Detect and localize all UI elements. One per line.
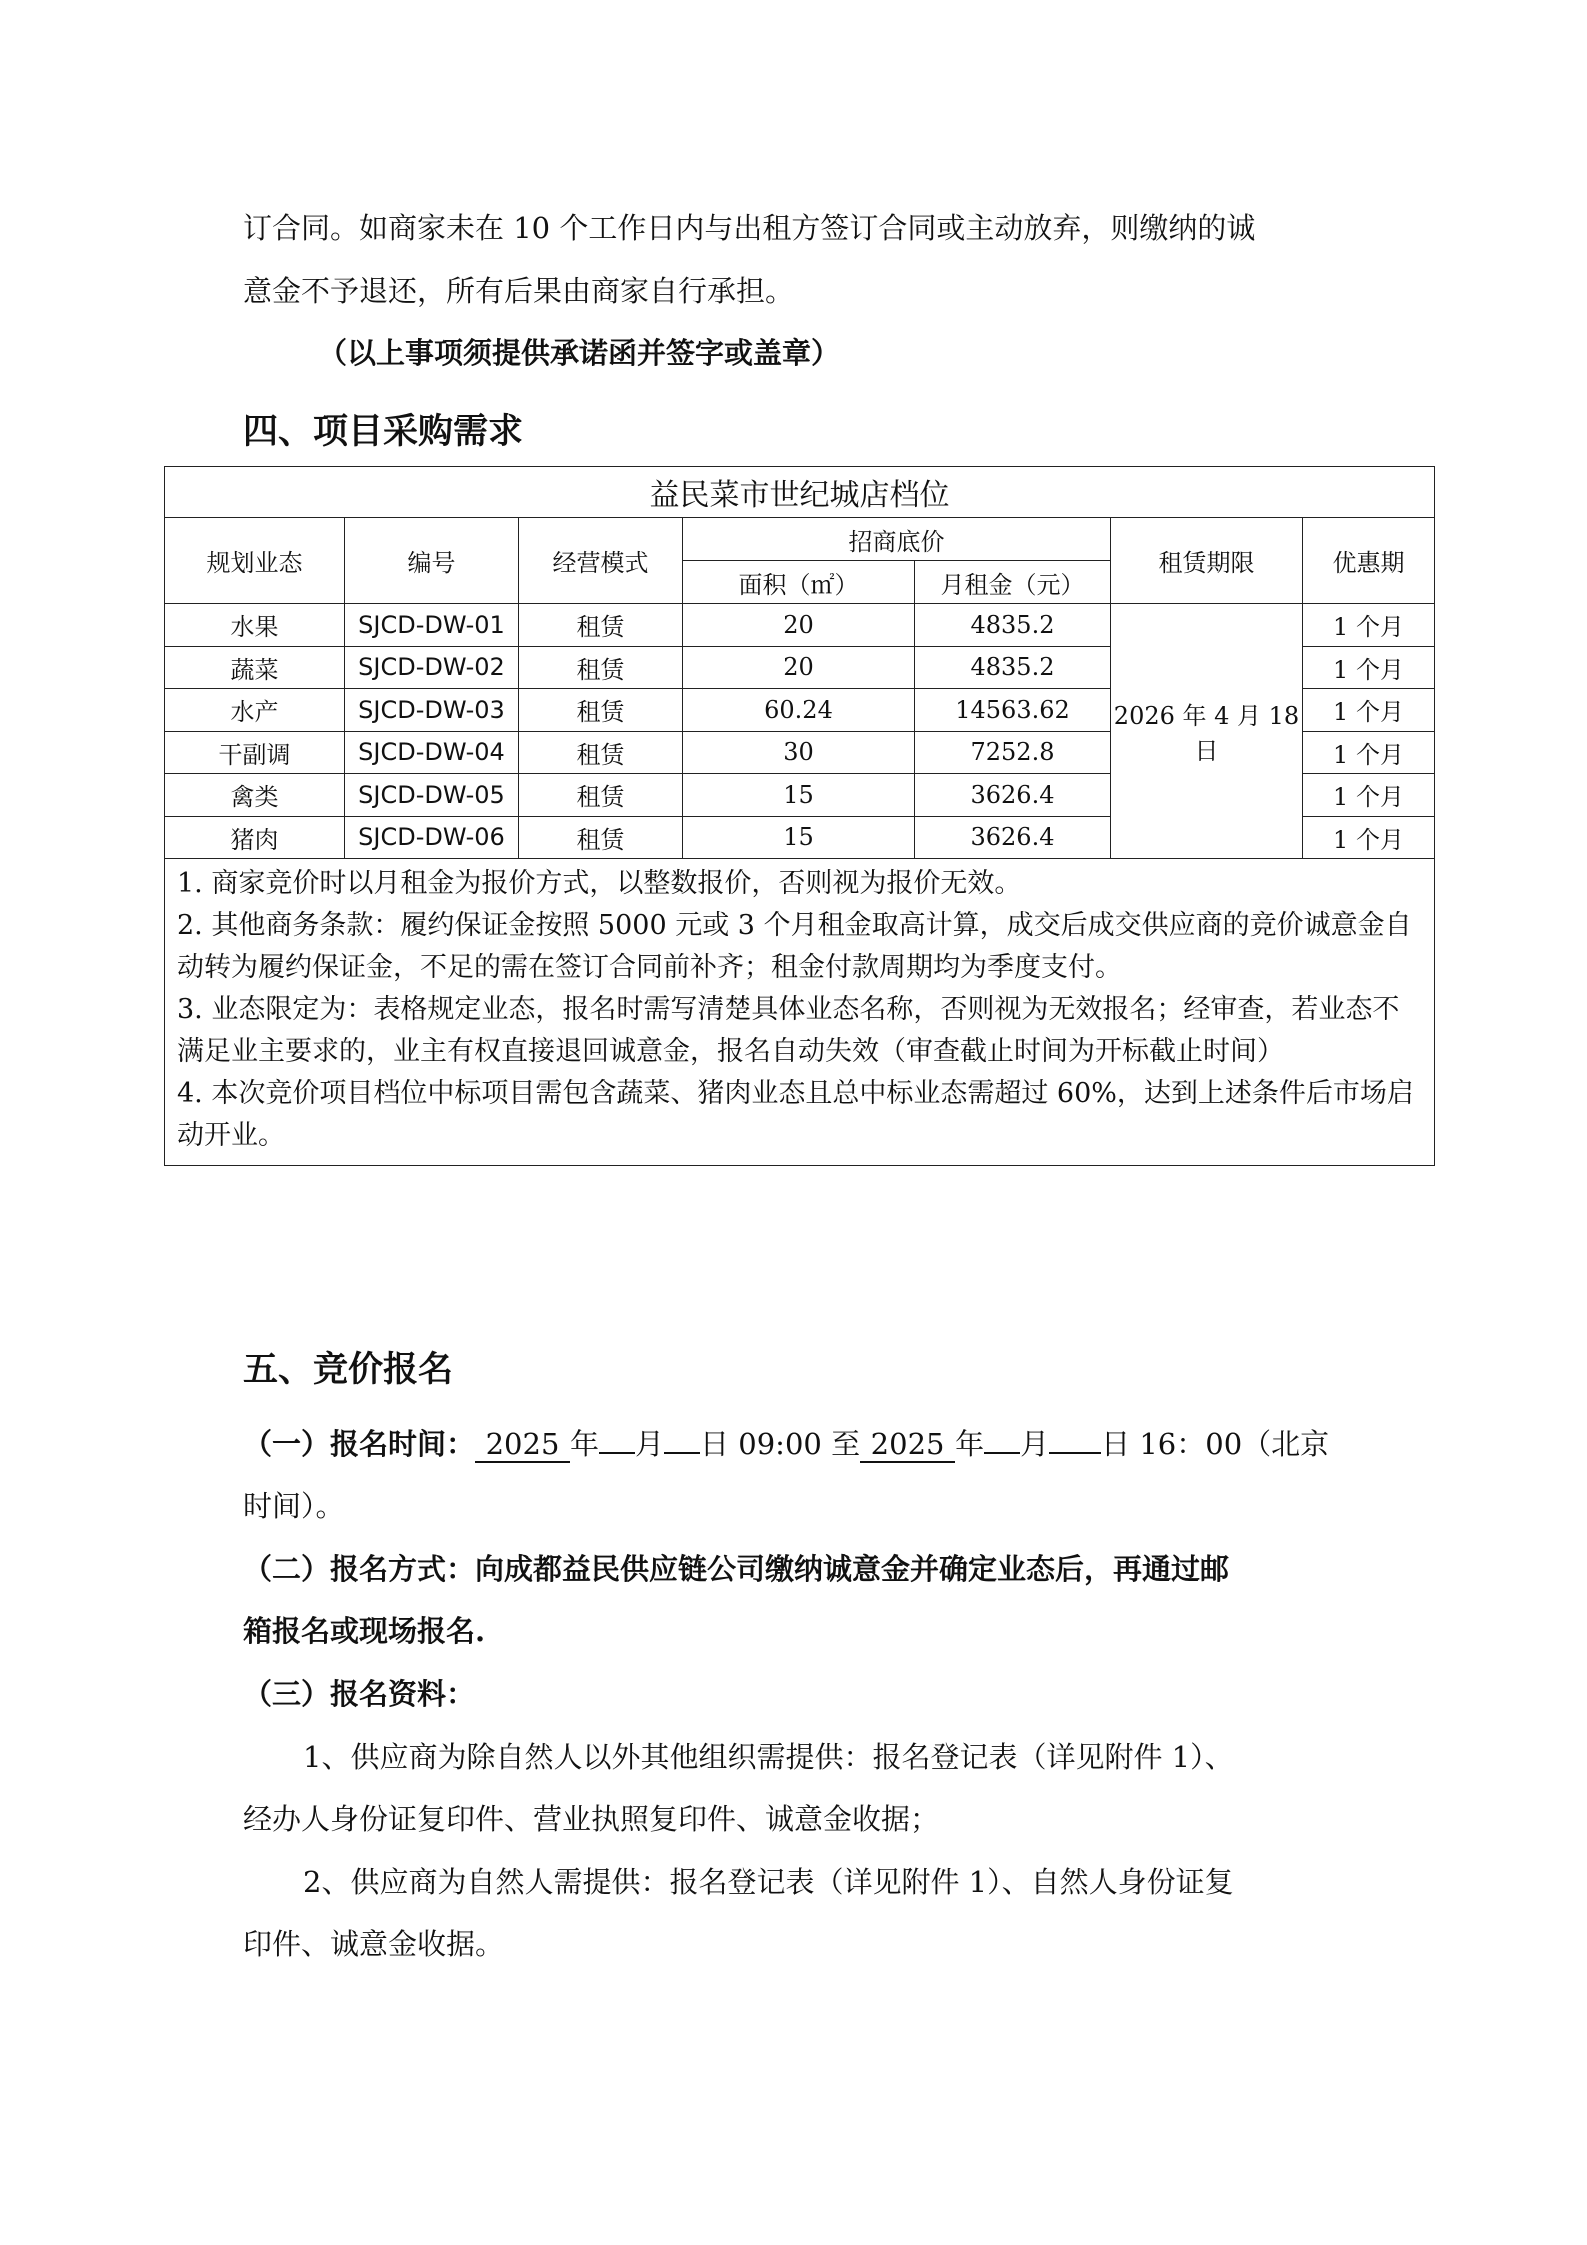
note-4: 4. 本次竞价项目档位中标项目需包含蔬菜、猪肉业态且总中标业态需超过 60%，达到上述条件后市场启动开业。 [177,1078,1414,1151]
cell-lease-period [1111,604,1303,859]
paragraph-line: 订合同。如商家未在 10 个工作日内与出租方签订合同或主动放弃，则缴纳的诚 [243,211,1256,245]
cell-type: 蔬菜 [165,646,345,689]
cell-type: 水果 [165,604,345,647]
cell-code: SJCD-DW-02 [345,646,519,689]
cell-mode: 租赁 [519,646,683,689]
cell-rent: 3626.4 [915,816,1111,859]
note-1: 1. 商家竞价时以月租金为报价方式，以整数报价，否则视为报价无效。 [177,868,1022,899]
start-time: 09:00 至 [738,1427,861,1461]
commitment-note: （以上事项须提供承诺函并签字或盖章） [318,336,841,370]
year-2-unit: 年 [955,1427,985,1461]
month-2-blank [984,1452,1020,1454]
note-3: 3. 业态限定为：表格规定业态，报名时需写清楚具体业态名称，否则视为无效报名；经审查，若业态不满足业主要求的，业主有权直接退回诚意金，报名自动失效（审查截止时间为开标截止时间） [177,994,1400,1067]
cell-rent: 14563.62 [915,689,1111,732]
cell-discount: 1 个月 [1303,731,1435,774]
cell-code: SJCD-DW-06 [345,816,519,859]
header-mode: 经营模式 [519,518,683,604]
month-1-unit: 月 [635,1427,665,1461]
registration-time-label: （一）报名时间： [243,1427,476,1461]
cell-code: SJCD-DW-03 [345,689,519,732]
header-area: 面积（㎡） [683,561,915,604]
cell-code: SJCD-DW-05 [345,774,519,817]
note-2: 2. 其他商务条款：履约保证金按照 5000 元或 3 个月租金取高计算，成交后成交供应商的竞价诚意金自动转为履约保证金，不足的需在签订合同前补齐；租金付款周期均为季度支付。 [177,910,1412,983]
cell-type: 猪肉 [165,816,345,859]
cell-code: SJCD-DW-04 [345,731,519,774]
header-period: 租赁期限 [1111,518,1303,604]
material-item-1-cont: 经办人身份证复印件、营业执照复印件、诚意金收据； [243,1802,940,1836]
cell-area: 15 [683,774,915,817]
cell-type: 禽类 [165,774,345,817]
year-1-unit: 年 [570,1427,600,1461]
registration-method-cont: 箱报名或现场报名. [243,1614,486,1648]
material-item-2: 2、供应商为自然人需提供：报名登记表（详见附件 1）、自然人身份证复 [303,1865,1234,1899]
cell-discount: 1 个月 [1303,774,1435,817]
cell-type: 干副调 [165,731,345,774]
header-code: 编号 [345,518,519,604]
cell-mode: 租赁 [519,689,683,732]
paragraph-line: 意金不予退还，所有后果由商家自行承担。 [243,274,795,308]
header-type: 规划业态 [165,518,345,604]
material-item-2-cont: 印件、诚意金收据。 [243,1927,505,1961]
cell-discount: 1 个月 [1303,646,1435,689]
registration-time-line [243,1422,1358,1463]
cell-area: 15 [683,816,915,859]
registration-materials-label: （三）报名资料： [243,1677,476,1711]
cell-rent: 4835.2 [915,604,1111,647]
cell-mode: 租赁 [519,816,683,859]
cell-discount: 1 个月 [1303,604,1435,647]
day-2-unit: 日 [1101,1427,1131,1461]
header-rent: 月租金（元） [915,561,1111,604]
cell-area: 60.24 [683,689,915,732]
year-2: 2025 [860,1429,955,1463]
table-caption: 益民菜市世纪城店档位 [165,467,1435,518]
day-1-unit: 日 [700,1427,730,1461]
registration-time-cont: 时间）。 [243,1489,345,1523]
cell-discount: 1 个月 [1303,689,1435,732]
day-2-blank [1049,1452,1101,1454]
header-discount: 优惠期 [1303,518,1435,604]
cell-rent: 7252.8 [915,731,1111,774]
day-1-blank [664,1452,700,1454]
stall-table [164,466,1435,1166]
material-item-1: 1、供应商为除自然人以外其他组织需提供：报名登记表（详见附件 1）、 [303,1740,1234,1774]
cell-code: SJCD-DW-01 [345,604,519,647]
registration-method-line: （二）报名方式：向成都益民供应链公司缴纳诚意金并确定业态后，再通过邮 [243,1552,1230,1586]
table-notes [165,859,1435,1166]
header-base-price: 招商底价 [683,518,1111,561]
cell-mode: 租赁 [519,731,683,774]
table-row [165,604,1435,647]
section-5-title: 五、竞价报名 [243,1349,454,1390]
cell-discount: 1 个月 [1303,816,1435,859]
cell-mode: 租赁 [519,774,683,817]
cell-rent: 3626.4 [915,774,1111,817]
end-time: 16：00（北京 [1139,1427,1330,1461]
cell-area: 30 [683,731,915,774]
lease-period-line1: 2026 年 4 月 18 [1113,702,1300,730]
month-1-blank [599,1452,635,1454]
year-1: 2025 [475,1429,570,1463]
section-4-title: 四、项目采购需求 [243,411,524,452]
cell-area: 20 [683,604,915,647]
cell-type: 水产 [165,689,345,732]
cell-mode: 租赁 [519,604,683,647]
month-2-unit: 月 [1020,1427,1050,1461]
cell-rent: 4835.2 [915,646,1111,689]
cell-area: 20 [683,646,915,689]
lease-period-line2: 日 [1194,737,1219,765]
